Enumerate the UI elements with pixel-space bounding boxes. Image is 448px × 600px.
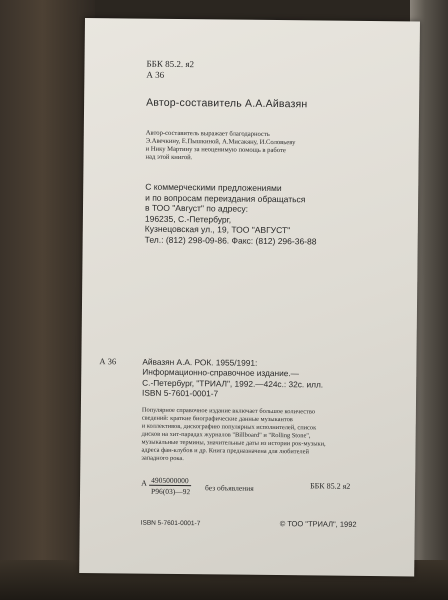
catalog-code-prefix: А	[141, 478, 147, 488]
catalog-code-numerator: 4905000000	[149, 476, 191, 486]
bibliographic-entry	[142, 357, 323, 400]
acknowledgement-line: и Нику Мартину за неоценимую помощь в работе	[145, 145, 286, 155]
annotation-line: Популярное справочное издание включает большое количество	[141, 406, 316, 416]
copyright: © ТОО "ТРИАЛ", 1992	[279, 519, 357, 529]
acknowledgement-line: Э.Авечкину, Е.Пышкиной, А.Мисакяну, И.Соловьеву	[145, 137, 296, 147]
acknowledgements	[145, 130, 385, 165]
contact-line: 196235, С.-Петербург,	[144, 213, 232, 225]
contact-line: С коммерческими предложениями	[145, 181, 282, 194]
bibliographic-code: А 36	[99, 356, 117, 367]
commercial-contact-block	[145, 182, 317, 247]
bbk-code-bottom: ББК 85.2 я2	[310, 481, 351, 491]
author-compiler-heading: Автор-составитель А.А.Айвазян	[146, 96, 308, 111]
annotation-line: западного рока.	[141, 454, 184, 463]
contact-line: в ТОО "Август" по адресу:	[144, 202, 249, 214]
catalog-code-denominator: Р96(03)—92	[151, 486, 191, 497]
isbn: ISBN 5-7601-0001-7	[140, 519, 201, 528]
no-ads-note: без объявления	[205, 483, 254, 493]
bibliographic-line: ISBN 5-7601-0001-7	[142, 387, 219, 399]
acknowledgement-line: Автор-составитель выражает благодарность	[145, 129, 270, 138]
bibliographic-line: Информационно-справочное издание.—	[142, 366, 300, 379]
annotation-line: музыкальные термины, значительные даты из истории рок-музыки,	[141, 438, 326, 448]
bibliographic-line: С.-Петербург, "ТРИАЛ", 1992.—424с.: 32с. илл.	[142, 377, 324, 390]
contact-line: Кузнецовская ул., 19, ТОО "АВГУСТ"	[144, 223, 291, 236]
bibliographic-line: Айвазян А.А. РОК. 1955/1991:	[142, 356, 258, 368]
annotation-line: и коллективов, дискографию популярных исполнителей, список	[141, 422, 317, 432]
annotation-line: сведений: краткие биографические данные музыкантов	[141, 414, 293, 424]
author-mark: А 36	[146, 69, 165, 80]
contact-line: и по вопросам переиздания обращаться	[145, 192, 306, 204]
bbk-code: ББК 85.2. я2	[146, 58, 195, 70]
book-annotation	[141, 407, 402, 466]
annotation-line: адреса фан-клубов и др. Книга предназначена для любителей	[141, 446, 309, 456]
contact-line: Тел.: (812) 298-09-86. Факс: (812) 296-36-88	[144, 234, 317, 246]
book-page	[79, 18, 420, 576]
acknowledgement-line: над этой книгой.	[145, 153, 193, 162]
annotation-line: дисков на хит-парадах журналов "Billboard" и "Rolling Stone",	[141, 430, 311, 440]
